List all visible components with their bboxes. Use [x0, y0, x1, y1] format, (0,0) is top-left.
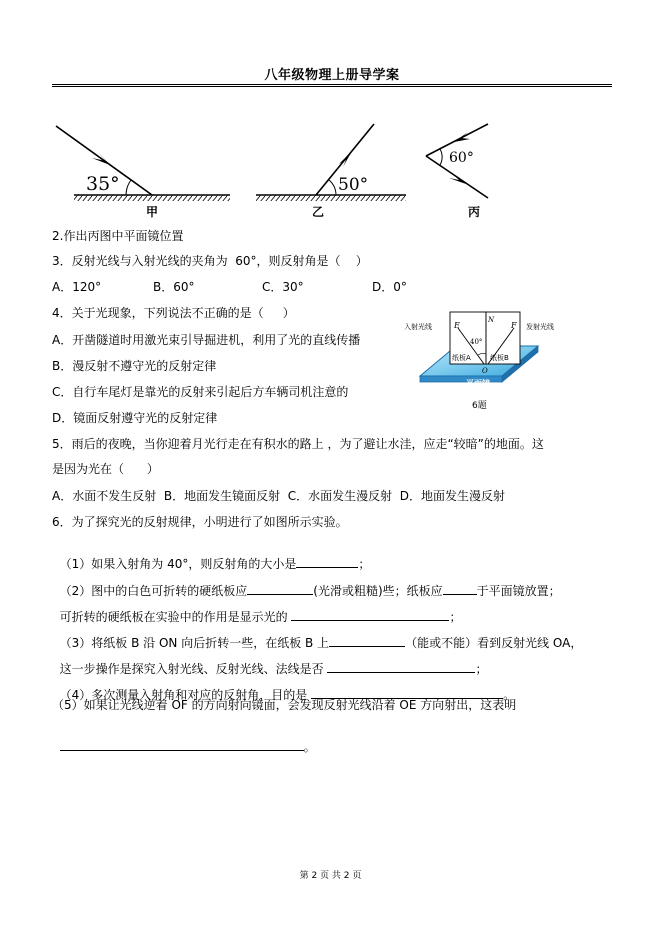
label-board-a: 纸板A: [452, 354, 471, 362]
figure-bing: [418, 118, 518, 208]
q3-option-c: C．30°: [262, 280, 304, 294]
q6-s4-end: 。: [503, 688, 516, 702]
q6-s1-end: ；: [358, 557, 371, 571]
q6-s5-blank[interactable]: [60, 738, 304, 751]
angle-arc: [329, 180, 336, 195]
q6-sub-5b: [52, 722, 316, 755]
angle-label: 60°: [449, 150, 474, 166]
q4-option-c: C．自行车尾灯是靠光的反射来引起后方车辆司机注意的: [52, 385, 349, 399]
q6-s3c-end: ；: [475, 662, 488, 676]
q4-option-d: D．镜面反射遵守光的反射定律: [52, 411, 218, 425]
q6-s3c-text: 这一步操作是探究入射光线、反射光线、法线是否: [59, 662, 328, 676]
q2-text: 2.作出丙图中平面镜位置: [52, 229, 184, 243]
figure-jia-label: 甲: [146, 205, 159, 219]
figure-q6-apparatus: [398, 310, 558, 415]
angle-arc: [440, 149, 442, 165]
q3-text: 3．反射光线与入射光线的夹角为 60°，则反射角是（ ）: [52, 254, 368, 268]
angle-arc: [126, 180, 131, 195]
label-reflected: 发射光线: [526, 323, 554, 331]
label-board-b: 纸板B: [490, 354, 509, 362]
label-mirror: 平面镜: [466, 379, 490, 388]
q6-s3-text: （3）将纸板 B 沿 ON 向后折转一些，在纸板 B 上: [59, 636, 330, 650]
header-rule-2: [52, 86, 612, 87]
q4-option-b: B．漫反射不遵守光的反射定律: [52, 359, 217, 373]
q6-s2-end: 于平面镜放置；: [476, 584, 561, 598]
label-f: F: [511, 321, 517, 330]
q4-text: 4．关于光现象，下列说法不正确的是（ ）: [52, 306, 295, 320]
header-title: 八年级物理上册导学案: [264, 68, 400, 83]
q6-intro: 6．为了探究光的反射规律，小明进行了如图所示实验。: [52, 515, 348, 529]
surface-hatch: [256, 195, 406, 201]
arrow-icon: [454, 132, 470, 142]
q6-s2-mid: (光滑或粗糙)些；纸板应: [313, 584, 443, 598]
q4-option-a: A．开凿隧道时用激光束引导掘进机，利用了光的直线传播: [52, 333, 361, 347]
q5-line-1: 5．雨后的夜晚，当你迎着月光行走在有积水的路上 ，为了避让水洼，应走“较暗”的地面。这: [52, 437, 544, 451]
q3-option-a: A．120°: [52, 280, 102, 294]
angle-label: 50°: [338, 175, 369, 195]
q5-line-2: 是因为光在（ ）: [52, 462, 159, 476]
angle-label: 35°: [86, 173, 120, 195]
q6-s1-text: （1）如果入射角为 40°，则反射角的大小是: [59, 557, 297, 571]
header-rule: [52, 84, 612, 85]
label-angle: 40°: [470, 338, 483, 346]
q3-option-b: B．60°: [153, 280, 195, 294]
q6-s2-text: （2）图中的白色可折转的硬纸板应: [59, 584, 248, 598]
label-n: N: [488, 316, 495, 324]
label-e: E: [454, 321, 460, 330]
q6-s4-text: （4）多次测量入射角和对应的反射角，目的是: [59, 688, 312, 702]
q6-s2d-text: 可折转的硬纸板在实验中的作用是显示光的: [59, 610, 292, 624]
page-footer: 第 2 页 共 2 页: [299, 871, 362, 881]
surface-hatch: [74, 195, 230, 201]
q6-s2d-end: ；: [449, 610, 462, 624]
q6-sub-5: （5）如果让光线逆着 OF 的方向射向镜面，会发现反射光线沿着 OE 方向射出，这表明: [52, 698, 517, 712]
q6-s5-end: 。: [303, 740, 316, 754]
caption: 6题: [472, 401, 487, 411]
label-incident: 入射光线: [404, 323, 432, 331]
q6-s3-mid: （能或不能）看到反射光线 OA，: [405, 636, 583, 650]
figure-jia: [52, 118, 232, 213]
figure-bing-label: 丙: [468, 205, 481, 219]
arrow-icon: [449, 173, 466, 184]
figure-yi-label: 乙: [312, 205, 325, 219]
q3-option-d: D．0°: [372, 280, 407, 294]
figure-yi: [250, 118, 430, 213]
q5-options: A．水面不发生反射 B．地面发生镜面反射 C．水面发生漫反射 D．地面发生漫反射: [52, 489, 505, 503]
label-o: O: [482, 367, 488, 375]
